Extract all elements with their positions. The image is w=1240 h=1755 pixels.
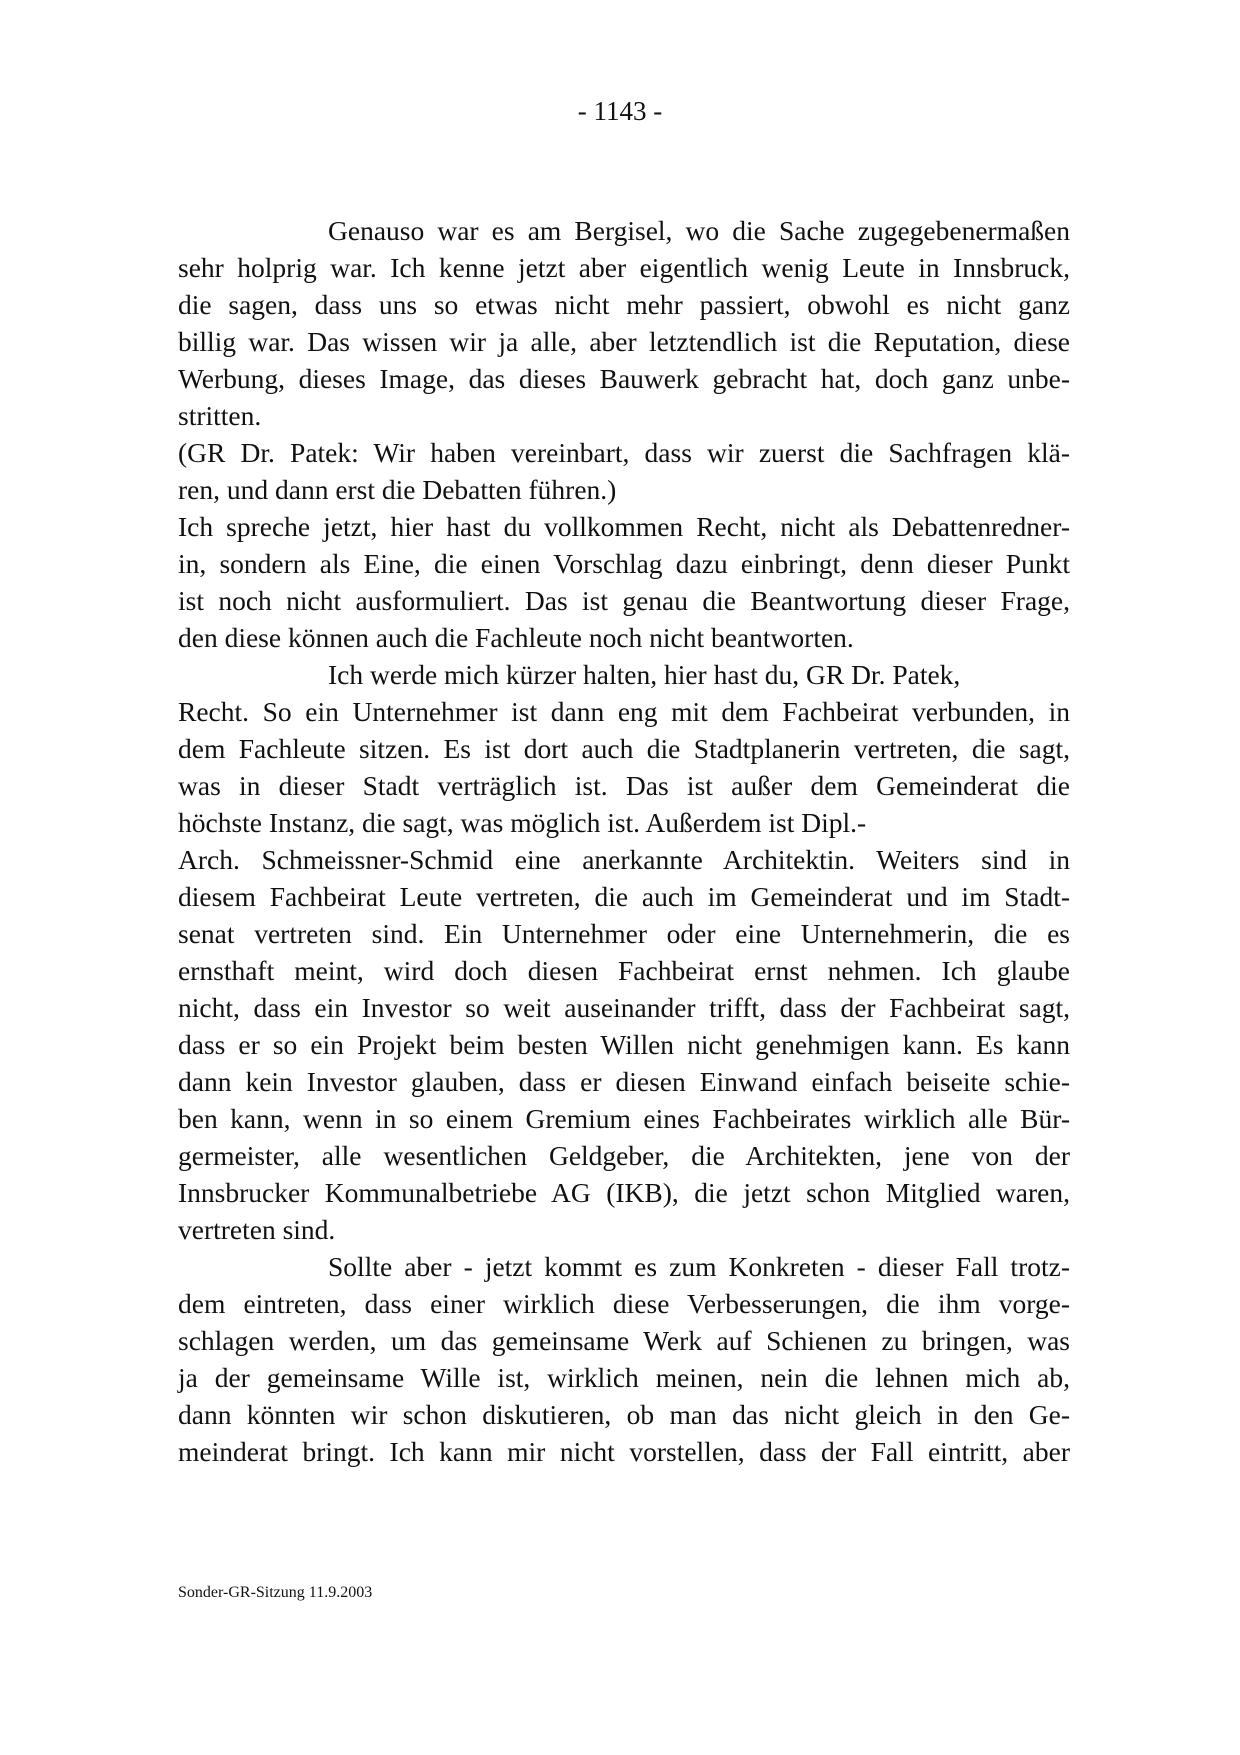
text-line: was in dieser Stadt verträglich ist. Das ist außer dem Gemeinderat die [178, 770, 1070, 801]
text-line: stritten. [178, 400, 262, 431]
text-line: den diese können auch die Fachleute noch nicht beantworten. [178, 622, 854, 653]
text-line: dann könnten wir schon diskutieren, ob man das nicht gleich in den Ge- [178, 1399, 1070, 1430]
text-line: dass er so ein Projekt beim besten Willen nicht genehmigen kann. Es kann [178, 1029, 1070, 1060]
text-line: in, sondern als Eine, die einen Vorschlag dazu einbringt, denn dieser Punkt [178, 548, 1070, 579]
text-line: Sollte aber - jetzt kommt es zum Konkreten - dieser Fall trotz- [328, 1251, 1070, 1282]
text-line: ben kann, wenn in so einem Gremium eines Fachbeirates wirklich alle Bür- [178, 1103, 1070, 1134]
text-line: Ich spreche jetzt, hier hast du vollkommen Recht, nicht als Debattenredner- [178, 511, 1070, 542]
footer-session-label: Sonder-GR-Sitzung 11.9.2003 [178, 1584, 373, 1601]
text-line: die sagen, dass uns so etwas nicht mehr passiert, obwohl es nicht ganz [178, 289, 1070, 320]
text-line: (GR Dr. Patek: Wir haben vereinbart, dass wir zuerst die Sachfragen klä- [178, 437, 1070, 468]
text-line: höchste Instanz, die sagt, was möglich ist. Außerdem ist Dipl.- [178, 807, 867, 838]
text-line: schlagen werden, um das gemeinsame Werk auf Schienen zu bringen, was [178, 1325, 1070, 1356]
text-line: dem eintreten, dass einer wirklich diese Verbesserungen, die ihm vorge- [178, 1288, 1070, 1319]
text-line: Recht. So ein Unternehmer ist dann eng mit dem Fachbeirat verbunden, in [178, 696, 1070, 727]
text-line: dann kein Investor glauben, dass er diesen Einwand einfach beiseite schie- [178, 1066, 1070, 1097]
text-line: ren, und dann erst die Debatten führen.) [178, 474, 617, 505]
text-line: senat vertreten sind. Ein Unternehmer oder eine Unternehmerin, die es [178, 918, 1070, 949]
text-line: billig war. Das wissen wir ja alle, aber letztendlich ist die Reputation, diese [178, 326, 1070, 357]
text-line: Ich werde mich kürzer halten, hier hast du, GR Dr. Patek, [328, 659, 961, 690]
text-line: meinderat bringt. Ich kann mir nicht vorstellen, dass der Fall eintritt, aber [178, 1436, 1070, 1467]
text-line: germeister, alle wesentlichen Geldgeber, die Architekten, jene von der [178, 1140, 1070, 1171]
text-line: sehr holprig war. Ich kenne jetzt aber eigentlich wenig Leute in Innsbruck, [178, 252, 1070, 283]
text-line: diesem Fachbeirat Leute vertreten, die auch im Gemeinderat und im Stadt- [178, 881, 1070, 912]
text-line: ist noch nicht ausformuliert. Das ist genau die Beantwortung dieser Frage, [178, 585, 1070, 616]
text-line: Genauso war es am Bergisel, wo die Sache zugegebenermaßen [328, 215, 1070, 246]
text-line: ja der gemeinsame Wille ist, wirklich meinen, nein die lehnen mich ab, [178, 1362, 1070, 1393]
text-line: dem Fachleute sitzen. Es ist dort auch die Stadtplanerin vertreten, die sagt, [178, 733, 1070, 764]
text-line: vertreten sind. [178, 1214, 336, 1245]
text-line: Werbung, dieses Image, das dieses Bauwerk gebracht hat, doch ganz unbe- [178, 363, 1070, 394]
text-line: Arch. Schmeissner-Schmid eine anerkannte Architektin. Weiters sind in [178, 844, 1070, 875]
text-line: ernsthaft meint, wird doch diesen Fachbeirat ernst nehmen. Ich glaube [178, 955, 1070, 986]
text-line: Innsbrucker Kommunalbetriebe AG (IKB), die jetzt schon Mitglied waren, [178, 1177, 1070, 1208]
text-line: nicht, dass ein Investor so weit auseinander trifft, dass der Fachbeirat sagt, [178, 992, 1070, 1023]
page-number: - 1143 - [577, 96, 663, 126]
